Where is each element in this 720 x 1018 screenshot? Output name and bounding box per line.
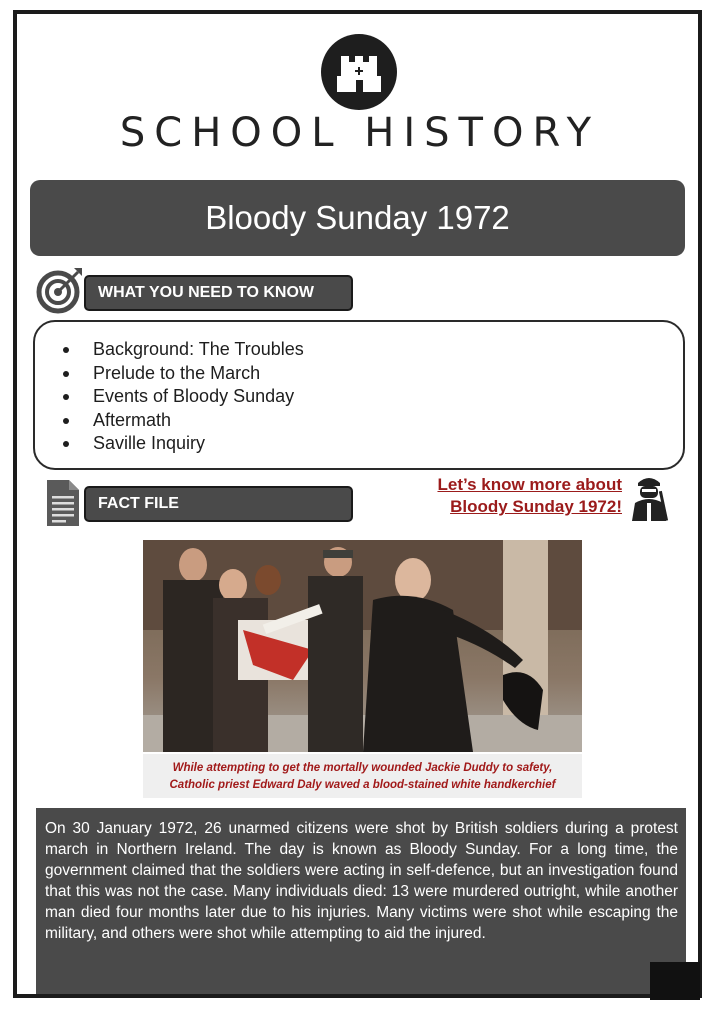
castle-icon (321, 34, 397, 110)
need-to-know-box (33, 320, 685, 470)
fact-paragraph: On 30 January 1972, 26 unarmed citizens were shot by British soldiers during a protest march in Northern Ireland. The day is known as Bloody Sunday. For a long time, the government claimed that the soldiers were acting in self-defence, but an investigation found that this was not the case. Many individuals died: 13 were murdered outright, while another man died four months later due to his injuries. Many victims were shot while escaping the military, and others were shot while attempting to aid the injured. (36, 808, 686, 994)
promo-link[interactable] (418, 474, 622, 518)
school-history-logo (321, 34, 397, 110)
promo-line-2: Bloody Sunday 1972! (450, 497, 622, 516)
target-icon (36, 266, 84, 314)
page-corner-mark (650, 962, 700, 1000)
list-item: Prelude to the March (63, 362, 304, 386)
page-title: Bloody Sunday 1972 (30, 180, 685, 256)
list-item: Background: The Troubles (63, 338, 304, 362)
caption-line-1: While attempting to get the mortally wounded Jackie Duddy to safety, (172, 762, 553, 774)
promo-line-1: Let’s know more about (437, 475, 622, 494)
document-icon (45, 478, 81, 528)
soldier-icon (626, 473, 672, 523)
list-item: Events of Bloody Sunday (63, 385, 304, 409)
need-to-know-list (63, 338, 304, 456)
photo-caption (143, 754, 582, 798)
list-item: Aftermath (63, 409, 304, 433)
caption-line-2: Catholic priest Edward Daly waved a blood-stained white handkerchief (169, 779, 556, 791)
list-item: Saville Inquiry (63, 432, 304, 456)
historical-photo (143, 540, 582, 752)
need-to-know-heading: WHAT YOU NEED TO KNOW (84, 275, 353, 311)
brand-name: SCHOOL HISTORY (119, 110, 601, 156)
fact-file-heading: FACT FILE (84, 486, 353, 522)
